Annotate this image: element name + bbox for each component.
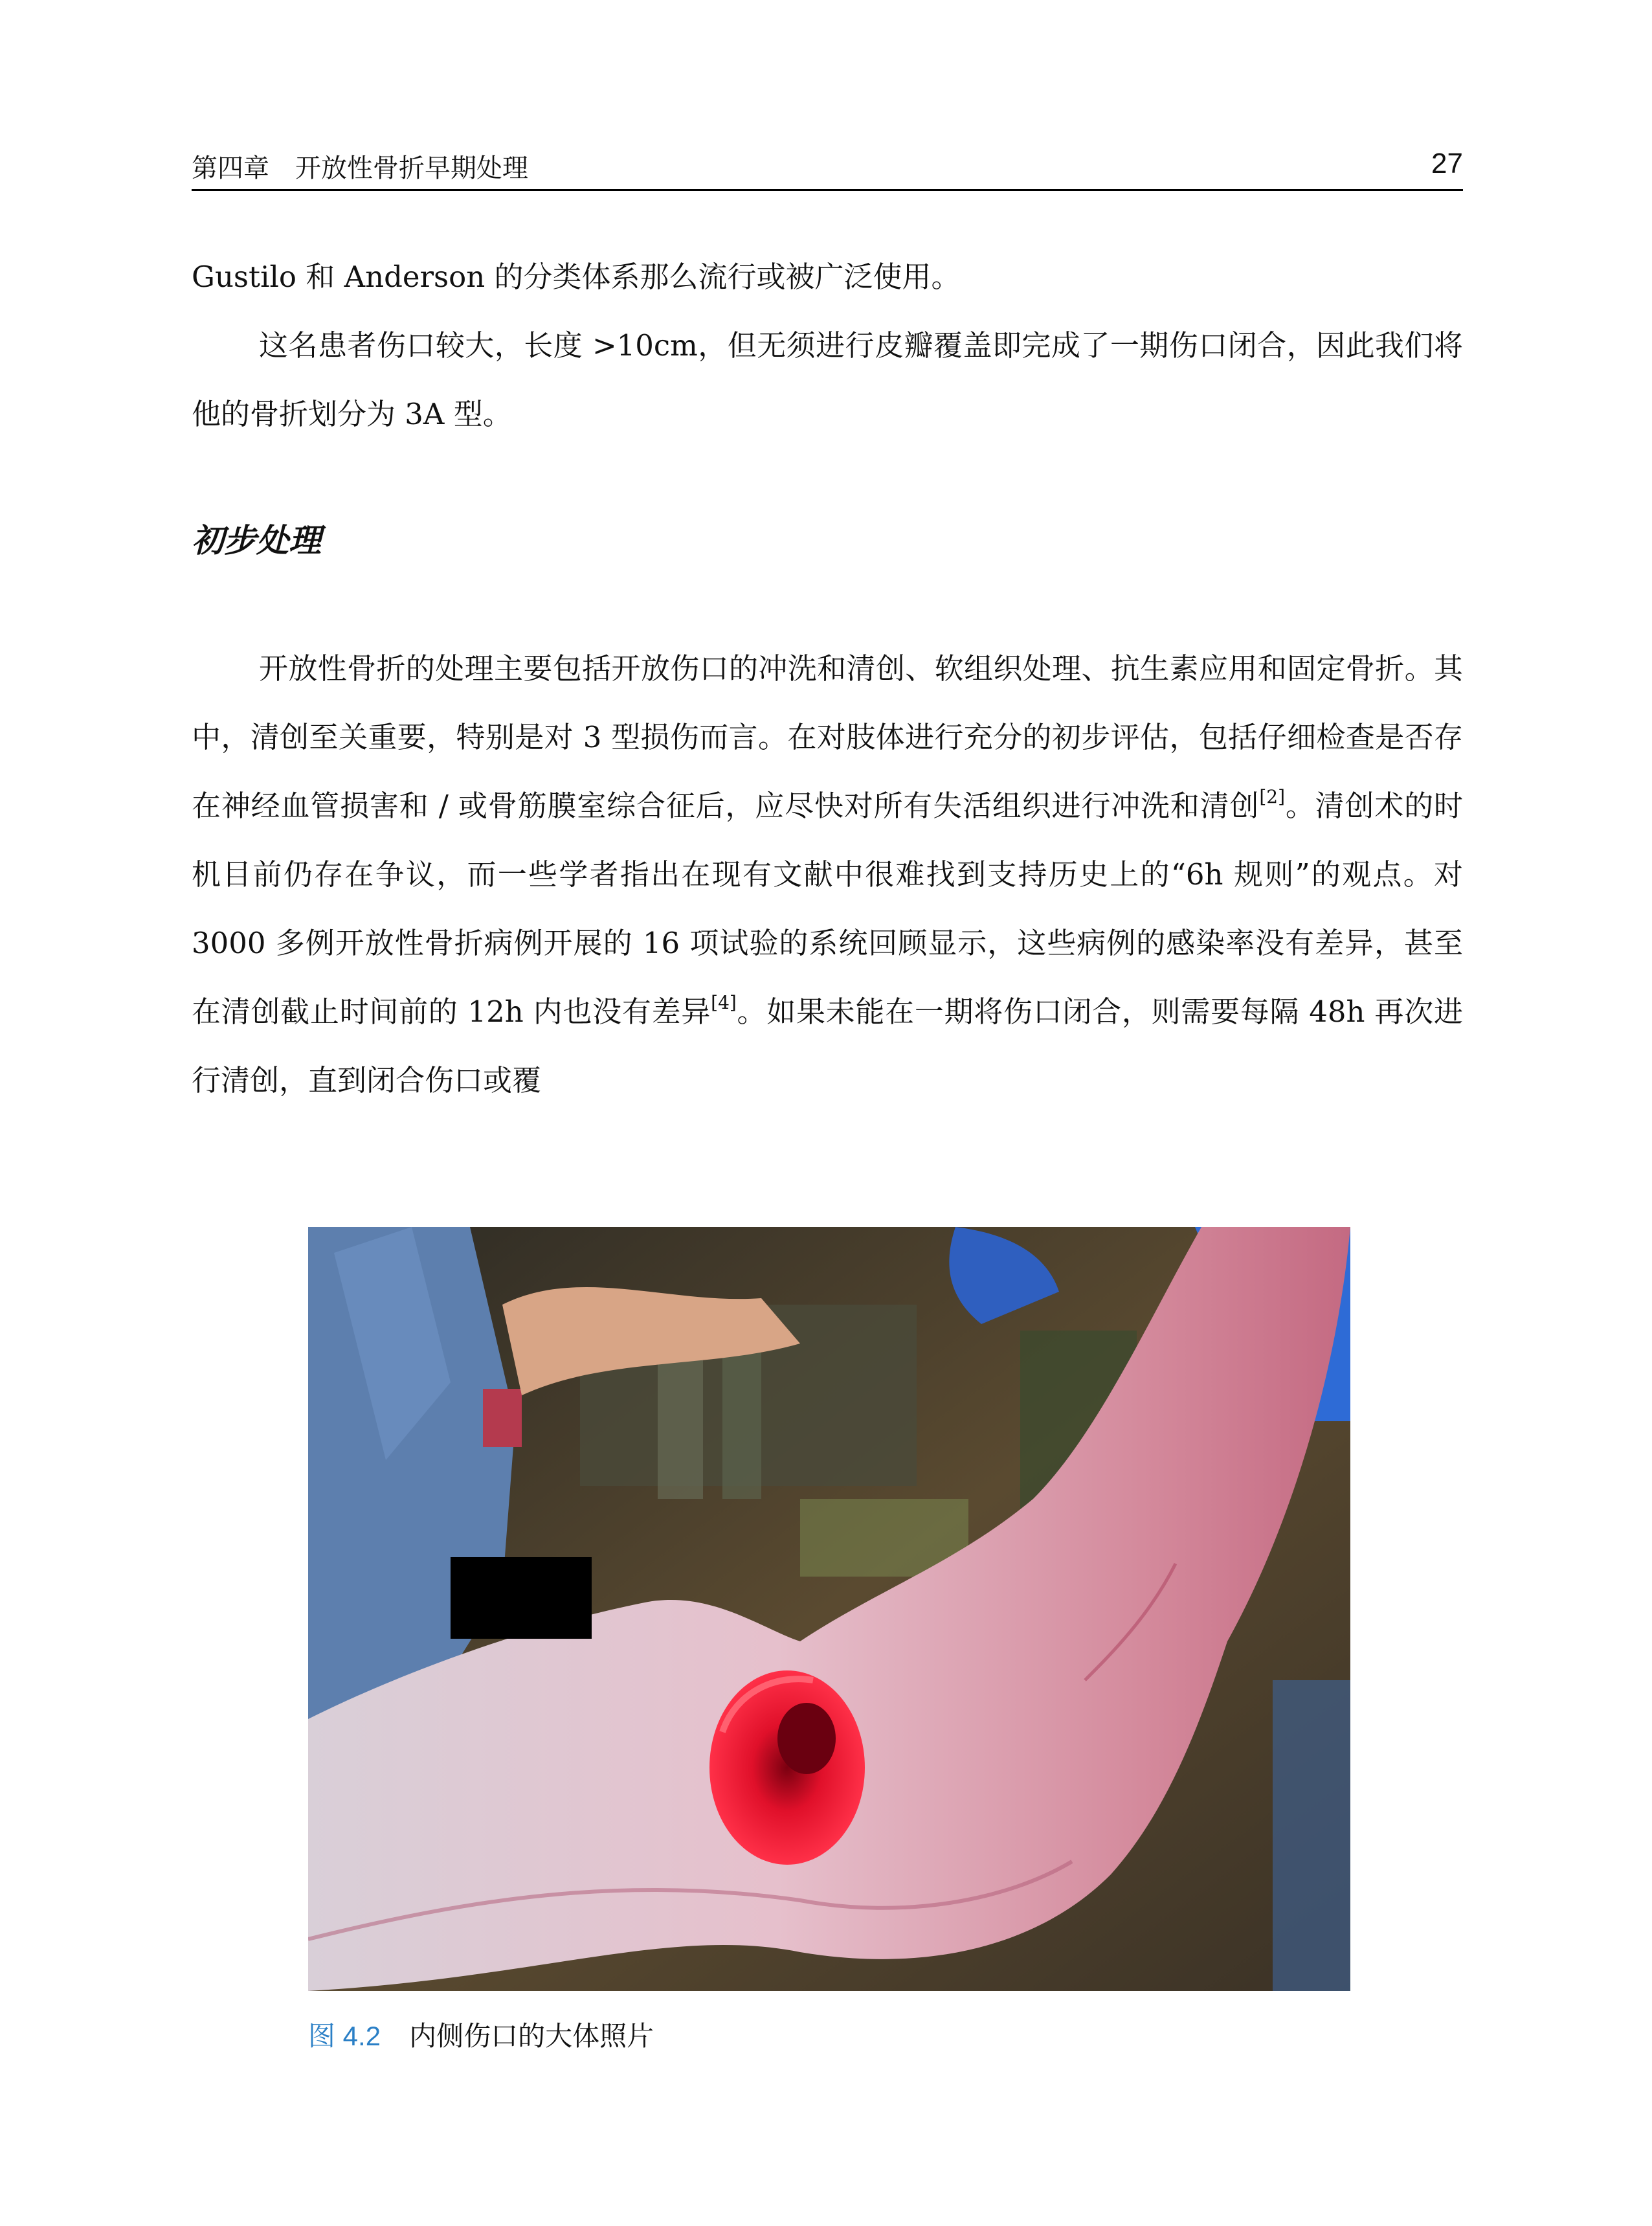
figure-caption xyxy=(308,2015,654,2054)
figure-caption-text: 内侧伤口的大体照片 xyxy=(409,2020,654,2052)
citation-ref-4[interactable]: [4] xyxy=(711,992,737,1013)
redaction-box xyxy=(451,1557,592,1639)
paragraph-initial-treatment xyxy=(192,635,1463,1115)
figure-photo xyxy=(308,1227,1350,1991)
paragraph-continuation: Gustilo 和 Anderson 的分类体系那么流行或被广泛使用。 xyxy=(192,260,961,294)
section-title: 初步处理 xyxy=(192,522,321,559)
running-header xyxy=(192,144,1463,191)
wound-photo-illustration xyxy=(308,1227,1350,1991)
paragraph-text-part-1: 开放性骨折的处理主要包括开放伤口的冲洗和清创、软组织处理、抗生素应用和固定骨折。其中，清创至关重要，特别是对 3 型损伤而言。在对肢体进行充分的初步评估，包括仔细检查是否存在神经血管损害和 / 或骨筋膜室综合征后，应尽快对所有失活组织进行冲洗和清创 xyxy=(192,651,1463,823)
figure-label: 图 4.2 xyxy=(308,2021,381,2051)
paragraph-text-part-3: 。如果未能在一期将伤口闭合，则需要每隔 48h 再次进行清创，直到闭合伤口或覆 xyxy=(192,995,1463,1097)
page-number: 27 xyxy=(1431,148,1463,179)
paragraph-classification: 这名患者伤口较大，长度 >10cm，但无须进行皮瓣覆盖即完成了一期伤口闭合，因此我们将他的骨折划分为 3A 型。 xyxy=(192,328,1463,431)
chapter-title: 第四章 开放性骨折早期处理 xyxy=(192,153,528,183)
citation-ref-2[interactable]: [2] xyxy=(1259,786,1286,807)
paragraph-text-part-2: 。清创术的时机目前仍存在争议，而一些学者指出在现有文献中很难找到支持历史上的“6h 规则”的观点。对 3000 多例开放性骨折病例开展的 16 项试验的系统回顾显示，这些病例的感染率没有差异，甚至在清创截止时间前的 12h 内也没有差异 xyxy=(192,789,1463,1029)
